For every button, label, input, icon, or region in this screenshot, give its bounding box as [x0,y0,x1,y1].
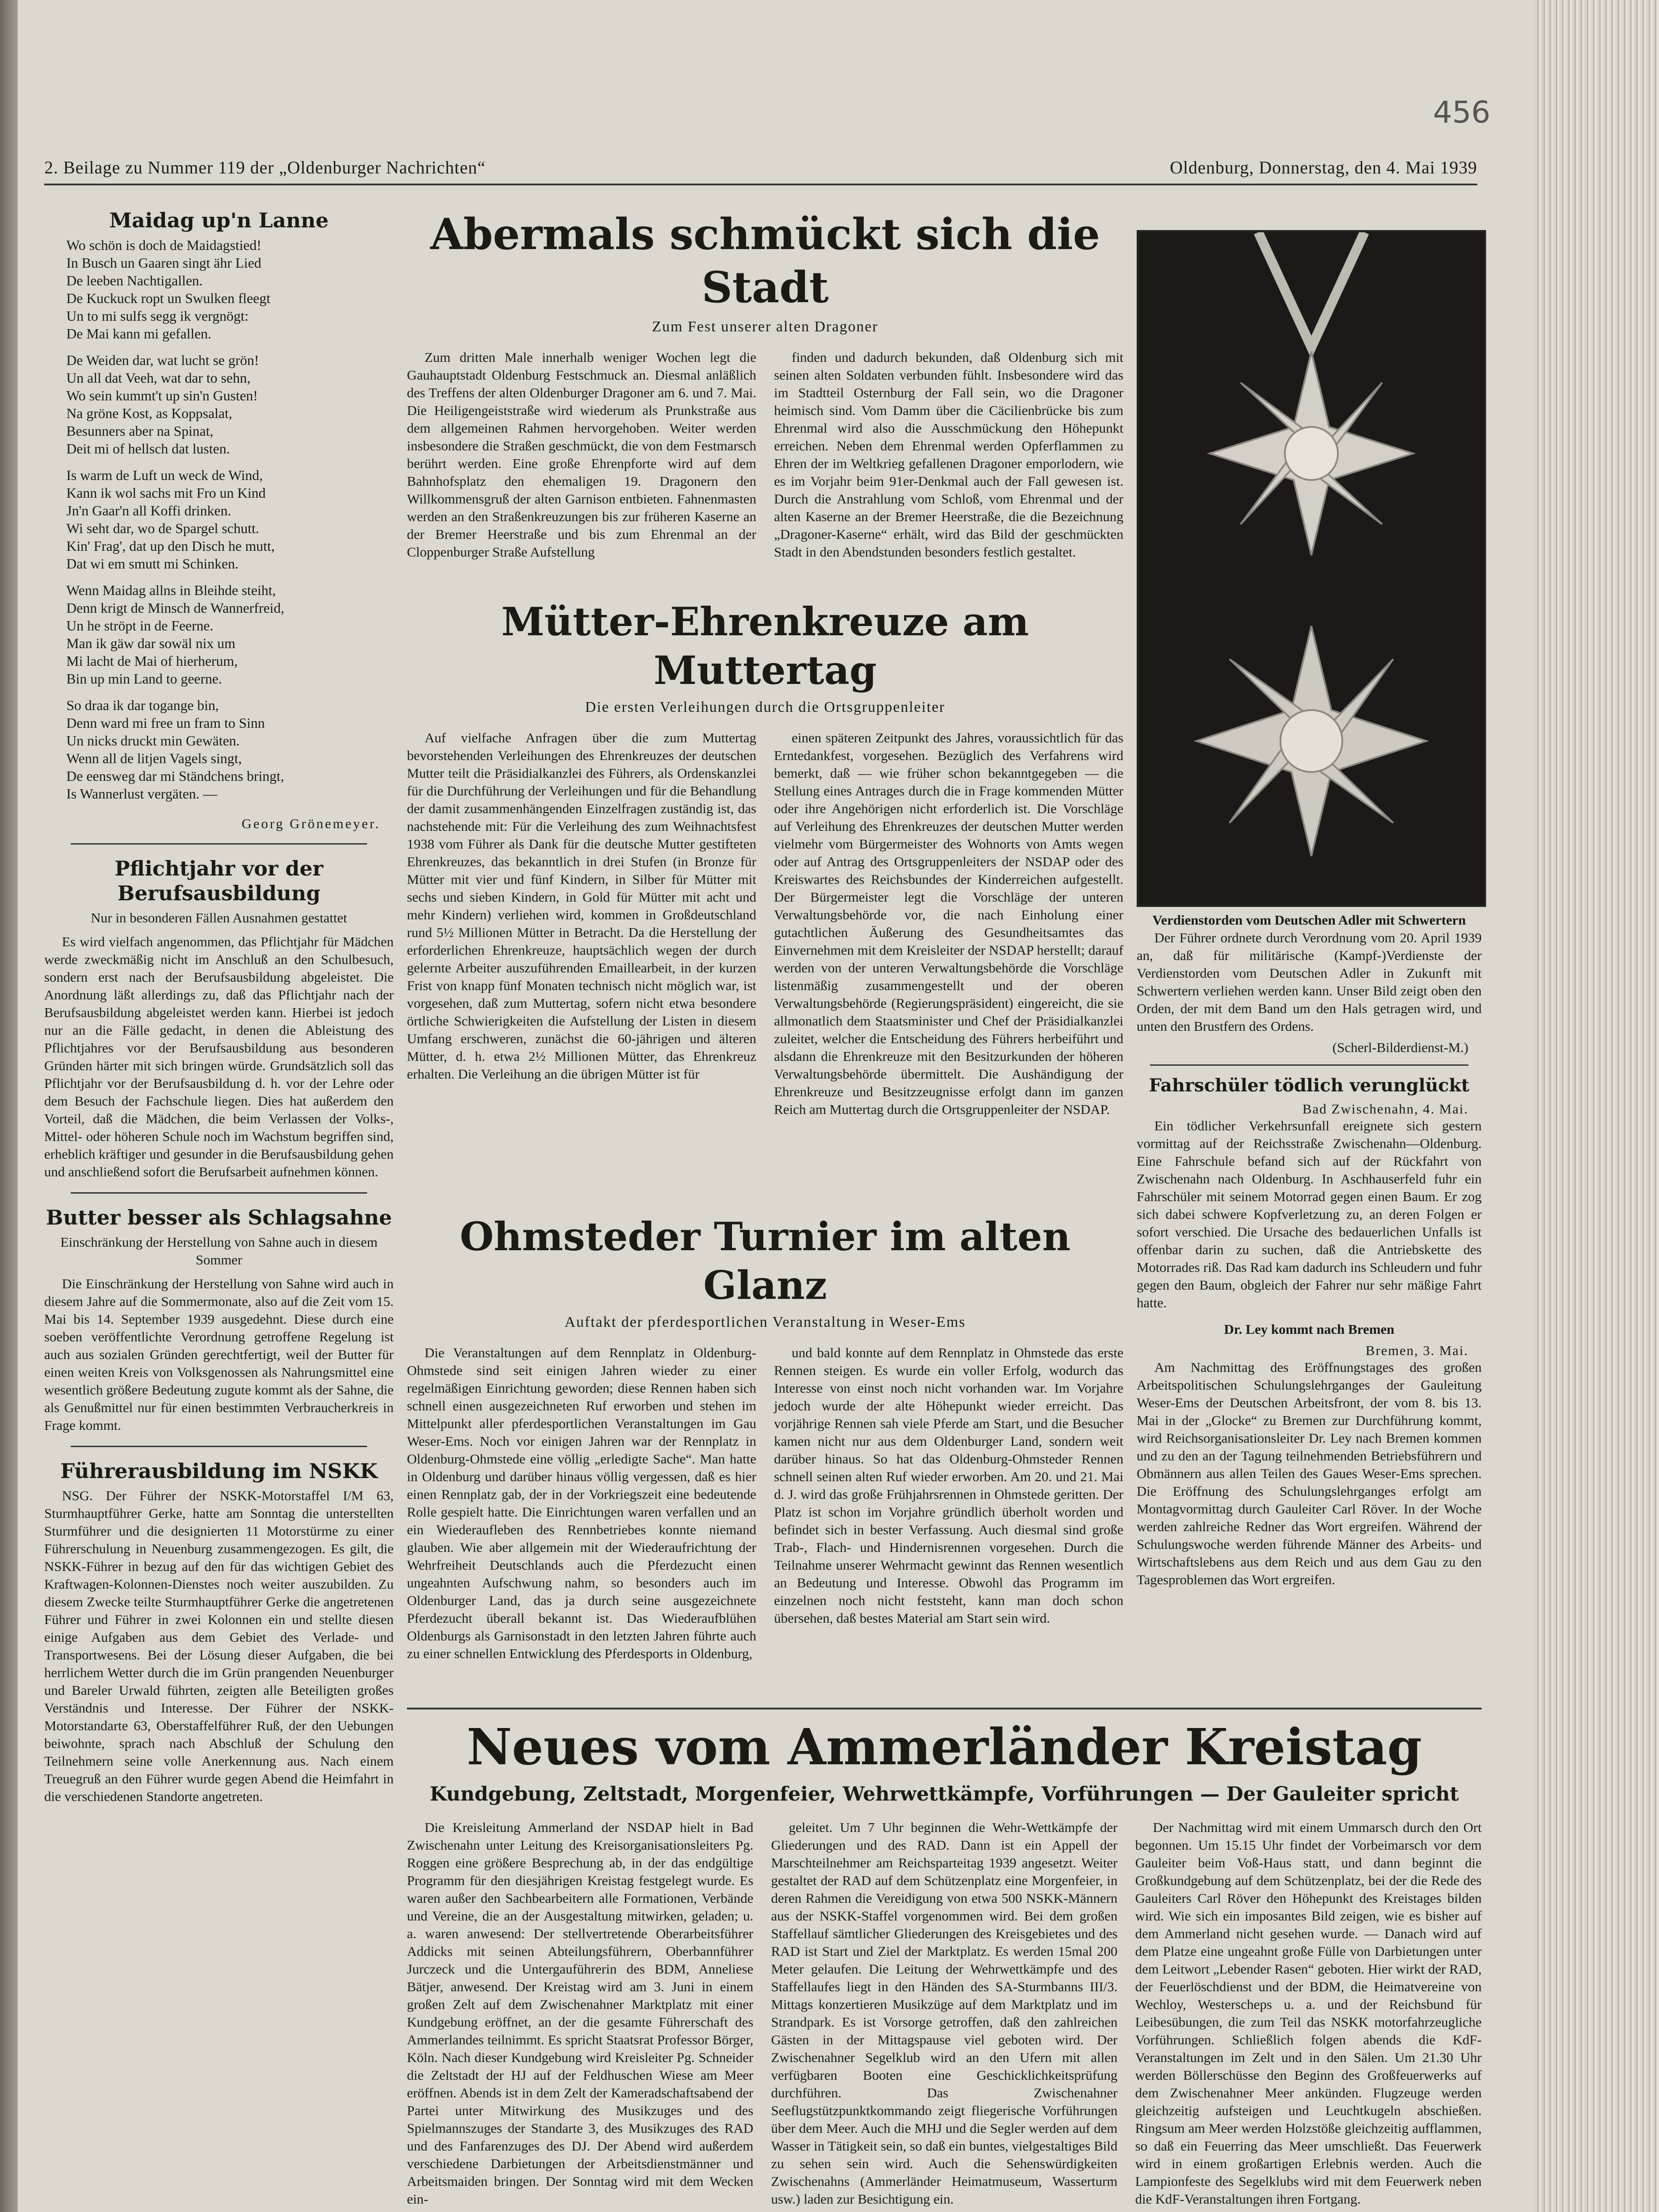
article-fahrschueler-body: Ein tödlicher Verkehrsunfall ereignete sich gestern vormittag auf der Reichsstraße Zwischenahn—Oldenburg. Eine Fahrschule befand sich auf der Rückfahrt von Zwischenahn nach Oldenburg. In Aschhauserfeld fuhr ein Fahrschüler mit seinem Motorrad gegen einen Baum. Er zog sich dabei schwere Kopfverletzung zu, an deren Folgen er sofort verschied. Die Ursache des bedauerlichen Unfalls ist offenbar darin zu suchen, daß die Antriebskette des Motorrades riß. Das Rad kam dadurch ins Schleudern und fuhr gegen den Baum, obgleich der Fahrer nur sehr mäßige Fahrt hatte. [1137,1118,1482,1310]
article-butter-title: Butter besser als Schlagsahne [46,1206,392,1229]
separator [71,1192,367,1194]
medal-photo [1137,230,1486,907]
article-fahrschueler-title: Fahrschüler tödlich verunglückt [1149,1075,1470,1096]
header-dateline: Oldenburg, Donnerstag, den 4. Mai 1939 [1170,157,1477,177]
poem-line: Man ik gäw dar sowäl nix um [66,635,236,651]
poem-line: De Kuckuck ropt un Swulken fleegt [66,290,271,306]
header-rule [44,184,1477,185]
article-ohmstede-title: Ohmsteder Turnier im alten Glanz [460,1214,1071,1308]
poem-line: De Mai kann mi gefallen. [66,326,211,342]
poem-line: Wenn Maidag allns in Bleihde steiht, [66,582,276,598]
article-butter-body: Die Einschränkung der Herstellung von Sahne wird auch in diesem Jahre auf die Sommermonate, also auf die Zeit vom 15. Mai bis 14. September 1939 ausgedehnt. Diese durch eine soeben veröffentlichte Verordnung getroffene Regelung ist auch aus sozialen Gründen gerechtfertigt, weil der Butter für einen weiten Kreis von Volksgenossen als Nahrungsmittel eine wesentlich größere Bedeutung zugute kommt als der Sahne, die als Genußmittel nur für einen bestimmten Verbraucherkreis in Frage kommt. [44,1276,394,1433]
poem-line: Wo sein kummt't up sin'n Gusten! [66,388,258,403]
stanza-gap [44,803,394,811]
poem-title: Maidag up'n Lanne [109,208,329,232]
poem-line: So draa ik dar togange bin, [66,697,219,713]
article-stadt-subtitle: Zum Fest unserer alten Dragoner [652,319,878,335]
article-kreistag-body-2: geleitet. Um 7 Uhr beginnen die Wehr-Wettkämpfe der Gliederungen und des RAD. Dann ist ein Appell der Marschteilnehmer am Reichsparteitag 1939 angesetzt. Weiter gestaltet der RAD auf dem Schützenplatz eine Morgenfeier, in deren Rahmen die Vereidigung von etwa 500 NSKK-Männern aus der NSKK-Staffel vorgenommen wird. Bei dem großen Staffellauf sämtlicher Gliederungen des Kreisgebietes und des RAD ist Start und Ziel der Marktplatz. Es werden 15mal 200 Meter gelaufen. Die Leitung der Wehrwettkämpfe und des Staffellaufes liegt in den Händen des SA-Sturmbanns III/3. Mittags konzertieren Musikzüge auf dem Marktplatz und im Strandpark. Es ist Vorsorge getroffen, daß den zahlreichen Gästen in der Mittagspause viel geboten wird. Der Zwischenahner Segelklub wird an den Ufern mit allen verfügbaren Booten eine Geschicklichkeitsprüfung durchführen. Das Zwischenahner Seeflugstützpunktkommando zeigt fliegerische Vorführungen über dem Meer. Auch die MHJ und die Segler werden auf dem Wasser in Tätigkeit sein, so daß ein buntes, vielgestaltiges Bild zu sehen sein wird. Auch die Sehenswürdigkeiten Zwischenahns (Ammerländer Heimatmuseum, Wasserturm usw.) laden zur Besichtigung ein. [771,1820,1118,2207]
stanza-gap [44,457,394,466]
article-mutter-subtitle: Die ersten Verleihungen durch die Ortsgruppenleiter [585,699,946,715]
article-ley-dateline: Bremen, 3. Mai. [1365,1343,1468,1358]
poem-line: Besunners aber na Spinat, [66,423,214,439]
poem-line: Un nicks druckt min Gewäten. [66,733,240,749]
stanza-gap [44,687,394,696]
article-kreistag-body-3: Der Nachmittag wird mit einem Ummarsch durch den Ort begonnen. Um 15.15 Uhr findet der Vorbeimarsch vor dem Gauleiter beim Voß-Haus statt, und dann beginnt die Großkundgebung auf dem Schützenplatz, bei der die Rede des Gauleiters Carl Röver den Höhepunkt des Kreistages bilden wird. Wie sich ein imposantes Bild zeigen, wie es bisher auf dem Ammerland nicht gesehen wurde. — Danach wird auf dem Platze eine ungeahnt große Fülle von Darbietungen unter dem Leitwort „Lebender Rasen“ geboten. Hier wirkt der RAD, der Feuerlöschdienst und der BDM, die Heimatvereine von Wechloy, Westerscheps u. a. und der Reichsbund für Leibesübungen, die zum Teil das NSKK motorfahrzeugliche Vorführungen. Schließlich folgen abends die KdF-Veranstaltungen im Zelt und in den Sälen. Um 21.30 Uhr werden Böllerschüsse den Beginn des Großfeuerwerks auf dem Zwischenahner Meer ankünden. Flugzeuge werden gleichzeitig aufsteigen und Leuchtkugeln abschießen. Ringsum am Meer werden Holzstöße gleichzeitig aufflammen, so daß ein Feuerring das Meer umschließt. Das Feuerwerk wird in einem großartigen Erlebnis werden. Auch die Lampionfeste des Segelklubs wird mit dem Feuerwerk neben die KdF-Veranstaltungen ihren Fortgang. [1135,1820,1482,2207]
article-stadt-body-1: Zum dritten Male innerhalb weniger Wochen legt die Gauhauptstadt Oldenburg Festschmuck an. Diesmal anläßlich des Treffens der alten Oldenburger Dragoner am 6. und 7. Mai. Die Heiligengeiststraße wird wiederum als Prunkstraße aus dem allgemeinen Rahmen hervorgehoben. Weiter werden insbesondere die Straßen geschmückt, die von dem Festmarsch berührt werden. Eine große Ehrenpforte wird auf dem Bahnhofsplatz den ehemaligen 19. Dragonern den Willkommensgruß der alten Garnison entbieten. Fahnenmasten werden an den Straßenkreuzungen bis zur früheren Kaserne an der Bremer Heerstraße und bis zum Ehrenmal an der Cloppenburger Straße Aufstellung [407,349,756,560]
poem-line: Mi lacht de Mai of hierherum, [66,653,238,669]
poem-line: De leeben Nachtigallen. [66,273,203,288]
separator [1150,1064,1468,1066]
poem-line: Bin up min Land to geerne. [66,671,222,687]
article-butter-subtitle: Einschränkung der Herstellung von Sahne auch in diesem Sommer [60,1234,378,1267]
article-pflicht-subtitle: Nur in besonderen Fällen Ausnahmen gestattet [91,910,347,926]
poem-line: Na gröne Kost, as Koppsalat, [66,405,233,421]
article-ley-title: Dr. Ley kommt nach Bremen [1224,1321,1395,1337]
article-mutter-title: Mütter-Ehrenkreuze am Muttertag [501,599,1029,693]
poem-line: Un all dat Veeh, wat dar to sehn, [66,370,251,386]
poem-line: Deit mi of hellsch dat lusten. [66,441,230,457]
separator [71,1446,367,1447]
poem-line: De Weiden dar, wat lucht se grön! [66,352,259,368]
poem-line: Is Wannerlust vergäten. — [66,786,218,802]
newspaper-page [18,0,1535,2212]
poem-line: Denn krigt de Minsch de Wannerfreid, [66,600,284,616]
poem-body [44,236,394,811]
poem-line: Dat wi em smutt mi Schinken. [66,556,239,572]
article-fahrschueler-dateline: Bad Zwischenahn, 4. Mai. [1302,1101,1468,1117]
poem-line: Jn'n Gaar'n all Koffi drinken. [66,503,231,518]
article-stadt-title: Abermals schmückt sich die Stadt [430,209,1100,312]
book-binding [0,0,18,2212]
article-ohmstede-body-2: und bald konnte auf dem Rennplatz in Ohmstede das erste Rennen steigen. Es wurde ein voller Erfolg, wodurch das Interesse von einst noch nicht vorhanden war. Im Vorjahre jedoch wurde der alte Höhepunkt wieder erreicht. Das vorjährige Rennen sah viele Pferde am Start, und die Besucher kamen nicht nur aus dem Oldenburger Land, sondern weit darüber hinaus. So hat das Oldenburg-Ohmsteder Rennen schnell seinen alten Ruf wieder erworben. Am 20. und 21. Mai d. J. wird das große Frühjahrsrennen in Ohmstede geritten. Der Platz ist schon im Vorjahre gründlich überholt worden und befindet sich in bester Verfassung. Auch diesmal sind große Trab-, Flach- und Hindernisrennen vorgesehen. Durch die Teilnahme unserer Wehrmacht gewinnt das Rennen wesentlich an Bedeutung und Interesse. Obwohl das Programm im einzelnen noch nicht feststeht, kann man doch schon übersehen, daß bestes Material am Start sein wird. [774,1345,1123,1626]
article-ohmstede-subtitle: Auftakt der pferdesportlichen Veranstaltung in Weser-Ems [564,1314,966,1330]
article-kreistag-body-1: Die Kreisleitung Ammerland der NSDAP hielt in Bad Zwischenahn unter Leitung des Kreisorganisationsleiters Pg. Roggen eine größere Besprechung ab, in der das endgültige Programm für den diesjährigen Kreistag festgelegt wurde. Es waren außer den Sachbearbeitern alle Formationen, Verbände und Vereine, die an der Ausgestaltung mitwirken, geladen; u. a. waren anwesend: Der stellvertretende Oberarbeitsführer Addicks mit seinen Abteilungsführern, Oberbannführer Jurczeck und die Untergauführerin des BDM, Anneliese Bätjer, anwesend. Der Kreistag wird am 3. Juni in einem großen Zelt auf dem Zwischenahner Marktplatz mit einer Kundgebung eröffnet, an der die gesamte Führerschaft des Ammerlandes teilnimmt. Es spricht Staatsrat Professor Börger, Köln. Nach dieser Kundgebung wird Kreisleiter Pg. Schneider die Zeltstadt der HJ auf der Feldhuschen Wiese am Meer eröffnen. Abends ist in dem Zelt der Kameradschaftsabend der Partei unter Mitwirkung des Musikzuges und des Spielmannszuges der Standarte 3, des Musikzuges des RAD und des Fanfarenzuges des DJ. Der Abend wird außerdem verschiedene Darbietungen der Arbeitsdienstmänner und Arbeitsmaiden bringen. Der Sonntag wird mit dem Wecken ein- [407,1820,754,2207]
poem-line: Wi seht dar, wo de Spargel schutt. [66,520,259,536]
section-rule [407,1708,1482,1709]
article-kreistag-title: Neues vom Ammerländer Kreistag [467,1718,1422,1776]
article-ley-body: Am Nachmittag des Eröffnungstages des großen Arbeitspolitischen Schulungslehrganges der Gauleitung Weser-Ems der Deutschen Arbeitsfront, der vom 8. bis 13. Mai in der „Glocke“ zu Bremen zur Durchführung kommt, wird Reichsorganisationsleiter Dr. Ley nach Bremen kommen und zu den an der Tagung teilnehmenden Betriebsführern und Obmännern aus allen Teilen des Gaues Weser-Ems sprechen. Die Eröffnung des Schulungslehrganges erfolgt am Montagvormittag durch Gauleiter Carl Röver. In der Woche werden zahlreiche Redner das Wort ergreifen. Während der Schulungswoche werden führende Männer des Arbeits- und Wirtschaftslebens aus dem Reich und aus dem Gau zu den Tagesproblemen das Wort ergreifen. [1137,1359,1482,1587]
stanza-gap [44,572,394,581]
poem-line: Kann ik wol sachs mit Fro un Kind [66,485,266,501]
left-column [44,208,394,2212]
poem-line: De eensweg dar mi Ständchens bringt, [66,768,284,784]
poem-line: Denn ward mi free un fram to Sinn [66,715,265,731]
article-ohmstede-body-1: Die Veranstaltungen auf dem Rennplatz in Oldenburg-Ohmstede sind seit einigen Jahren wieder zu einer regelmäßigen Einrichtung geworden; diese Rennen haben sich schnell einen ausgezeichneten Ruf erworben und stehen im Mittelpunkt aller pferdesportlichen Veranstaltungen im Gau Weser-Ems. Noch vor einigen Jahren war der Rennplatz in Oldenburg-Ohmstede eine völlig „erledigte Sache“. Man hatte in Oldenburg und darüber hinaus völlig vergessen, daß es hier einen Rennplatz gab, der in der Vorkriegszeit eine bedeutende Rolle gespielt hatte. Die Einrichtungen waren verfallen und an ein Wiederaufleben des Rennbetriebes konnte niemand glauben. Wie aber allgemein mit der Wiederaufrichtung der Wehrfreiheit Deutschlands auch die Pferdezucht einen ungeahnten Aufschwung nahm, so besonders auch im Oldenburger Land, das ja durch seine ausgezeichnete Pferdezucht überall bekannt ist. Das Wiederaufblühen Oldenburgs als Garnisonstadt in den letzten Jahren führte auch zu einer schnellen Entwicklung des Pferdesports in Oldenburg, [407,1345,756,1661]
article-fuehrer-body: NSG. Der Führer der NSKK-Motorstaffel I/M 63, Sturmhauptführer Gerke, hatte am Sonntag die unterstellten Sturmführer und die designierten 11 Motorstürme zu einer Führerschulung in Neuenburg zusammengezogen. Es gilt, die NSKK-Führer in bezug auf den für das wichtigen Gebiet des Kraftwagen-Kolonnen-Dienstes noch weiter auszubilden. Zu diesem Zwecke teilte Sturmhauptführer Gerke die angetretenen Führer und Führer in zwei Kolonnen ein und stellte diesen einige Aufgaben aus dem Gebiet des Verlade- und Transportwesens. Bei der Lösung dieser Aufgaben, die bei herrlichem Wetter durch die im Grün prangenden Neuenburger und Bareler Urwald führten, zeigten alle Beteiligten großes Verständnis und Interesse. Der Führer der NSKK-Motorstandarte 63, Oberstaffelführer Ruß, der den Uebungen beiwohnte, sprach nach Abschluß der Schulung den Teilnehmern seine volle Anerkennung aus. Nach einem Treuegruß an den Führer wurde gegen Abend die Heimfahrt in die verschiedenen Standorte angetreten. [44,1488,394,1804]
article-pflicht-title: Pflichtjahr vor der Berufsausbildung [115,856,323,905]
page-number: 456 [1433,95,1490,130]
poem-line: Wenn all de litjen Vagels singt, [66,750,242,766]
poem-author: Georg Grönemeyer. [241,816,380,831]
stanza-gap [44,342,394,351]
article-fuehrer-title: Führerausbildung im NSKK [60,1459,378,1483]
article-stadt [407,208,1123,606]
article-stadt-body-2: finden und dadurch bekunden, daß Oldenburg sich mit seinen alten Soldaten verbunden fühlt. Insbesondere wird das im Stadtteil Osternburg der Fall sein, wo die Dragoner heimisch sind. Vom Damm über die Cäcilienbrücke bis zum Ehrenmal wird also die Ausschmückung den Höhepunkt erreichen. Neben dem Ehrenmal werden Opferflammen zu Ehren der im Weltkrieg gefallenen Dragoner emporlodern, wie es im Vorjahr beim 91er-Denkmal auch der Fall gewesen ist. Durch die Anstrahlung vom Schloß, vom Ehrenmal und der alten Kaserne an der Bremer Heerstraße, die die Bezeichnung „Dragoner-Kaserne“ erhält, wird das Bild der geschmückten Stadt in den Abendstunden besonders festlich gestaltet. [774,349,1123,560]
article-kreistag [407,1717,1482,2212]
article-mutter-body-1: Auf vielfache Anfragen über die zum Muttertag bevorstehenden Verleihungen des Ehrenkreuzes der deutschen Mutter teilt die Präsidialkanzlei des Führers, als Ordenskanzlei für die Durchführung der Verleihungen und für die Behandlung der damit zusammenhängenden Einzelfragen zuständig ist, das nachstehende mit: Für die Verleihung des zum Weihnachtsfest 1938 vom Führer als Dank für die deutsche Mutter gestifteten Ehrenkreuzes, das bekanntlich in drei Stufen (in Bronze für Mütter mit vier und fünf Kindern, in Silber für Mütter mit sechs und sieben Kindern, in Gold für Mütter mit acht und mehr Kindern) verliehen wird, kommen in Großdeutschland rund 5½ Millionen Mütter in Betracht. Da die Herstellung der erforderlichen Ehrenkreuze, hauptsächlich wegen der durch gelernte Arbeiter auszuführenden Emaillearbeit, in der kurzen Frist von knapp fünf Monaten technisch nicht möglich war, ist vorgesehen, daß zum Muttertag, sofern nicht etwa besondere örtliche Schwierigkeiten die Aufstellung der Listen in diesem Umfang erschweren, zunächst die 60-jährigen und älteren Mütter, d. h. etwa 2½ Millionen Mütter, das Ehrenkreuz erhalten. Die Verleihung an die übrigen Mütter ist für [407,730,756,1082]
article-pflicht-body: Es wird vielfach angenommen, das Pflichtjahr für Mädchen werde zweckmäßig nicht im Anschluß an den Schulbesuch, sondern erst nach der Berufsausbildung abgeleistet. Die Anordnung läßt allerdings zu, daß das Pflichtjahr nach der Berufsausbildung abgeleistet werden kann. Hierbei ist jedoch nur an die Fälle gedacht, in denen die Ableistung des Pflichtjahres vor der Berufsausbildung aus besonderen Gründen härter mit sich bringen würde. Grundsätzlich soll das Pflichtjahr vor der Berufsausbildung d. h. vor der Lehre oder dem Besuch der Fachschule liegen. Dies hat außerdem den Vorteil, daß die Mädchen, die beim Verlassen der Volks-, Mittel- oder höheren Schule noch im Wachstum begriffen sind, erheblich kräftiger und gesunder in die Berufsausbildung gehen und anschließend sofort die Berufsarbeit aufnehmen können. [44,934,394,1179]
poem-line: Un to mi sulfs segg ik vergnögt: [66,308,249,324]
photo-caption-body: Der Führer ordnete durch Verordnung vom 20. April 1939 an, daß für militärische (Kampf-)Verdienste der Verdienstorden vom Deutschen Adler in Zukunft mit Schwertern verliehen werden kann. Unser Bild zeigt oben den Orden, der mit dem Band um den Hals getragen wird, und unten den Brustfern des Ordens. [1137,930,1482,1034]
poem-line: Kin' Frag', dat up den Disch he mutt, [66,538,275,554]
poem-line: Is warm de Luft un weck de Wind, [66,467,263,483]
article-mutter-body-2: einen späteren Zeitpunkt des Jahres, voraussichtlich für das Erntedankfest, vorgesehen. Bezüglich des Verfahrens wird bemerkt, daß — wie früher schon bekanntgegeben — die Stellung eines Antrages durch die in Frage kommenden Mütter oder ihre Angehörigen nicht erforderlich ist. Die Vorschläge auf Verleihung des Ehrenkreuzes der deutschen Mutter werden vielmehr vom Bürgermeister des Wohnorts von Amts wegen oder auf Antrag des Ortsgruppenleiters der NSDAP oder des Kreiswartes des Reichsbundes der Kinderreichen aufgestellt. Der Bürgermeister legt die Vorschläge der unteren Verwaltungsbehörde vor, die nach Einholung einer gutachtlichen Äußerung des Gesundheitsamtes das Einvernehmen mit dem Kreisleiter der NSDAP herstellt; darauf werden von der unteren Verwaltungsbehörde die Vorschläge listenmäßig zusammengestellt und der oberen Verwaltungsbehörde (Regierungspräsident) eingereicht, die sie allmonatlich dem Staatsminister und Chef der Präsidialkanzlei zuleitet, welcher die Entscheidung des Führers herbeiführt und alsdann die Ehrenkreuze mit den Besitzurkunden der höheren Verwaltungsbehörde übermittelt. Die Aushändigung der Ehrenkreuze und Besitzzeugnisse erfolgt dann im ganzen Reich am Muttertag durch die Ortsgruppenleiter der NSDAP. [774,730,1123,1117]
page-stack-edge [1535,0,1659,2212]
separator [71,843,367,845]
photo-caption-title: Verdienstorden vom Deutschen Adler mit Schwertern [1152,912,1466,928]
header-issue: 2. Beilage zu Nummer 119 der „Oldenburger Nachrichten“ [44,157,486,177]
poem-line: In Busch un Gaaren singt ähr Lied [66,255,261,271]
article-ohmstede [407,1212,1123,1694]
article-kreistag-subtitle: Kundgebung, Zeltstadt, Morgenfeier, Wehrwettkämpfe, Vorführungen — Der Gauleiter spricht [429,1783,1459,1805]
poem-line: Wo schön is doch de Maidagstied! [66,237,261,253]
photo-credit: (Scherl-Bilderdienst-M.) [1332,1040,1468,1055]
medal-illustration [1139,232,1484,905]
article-mutter [407,597,1123,1212]
poem-line: Un he ströpt in de Feerne. [66,618,214,634]
